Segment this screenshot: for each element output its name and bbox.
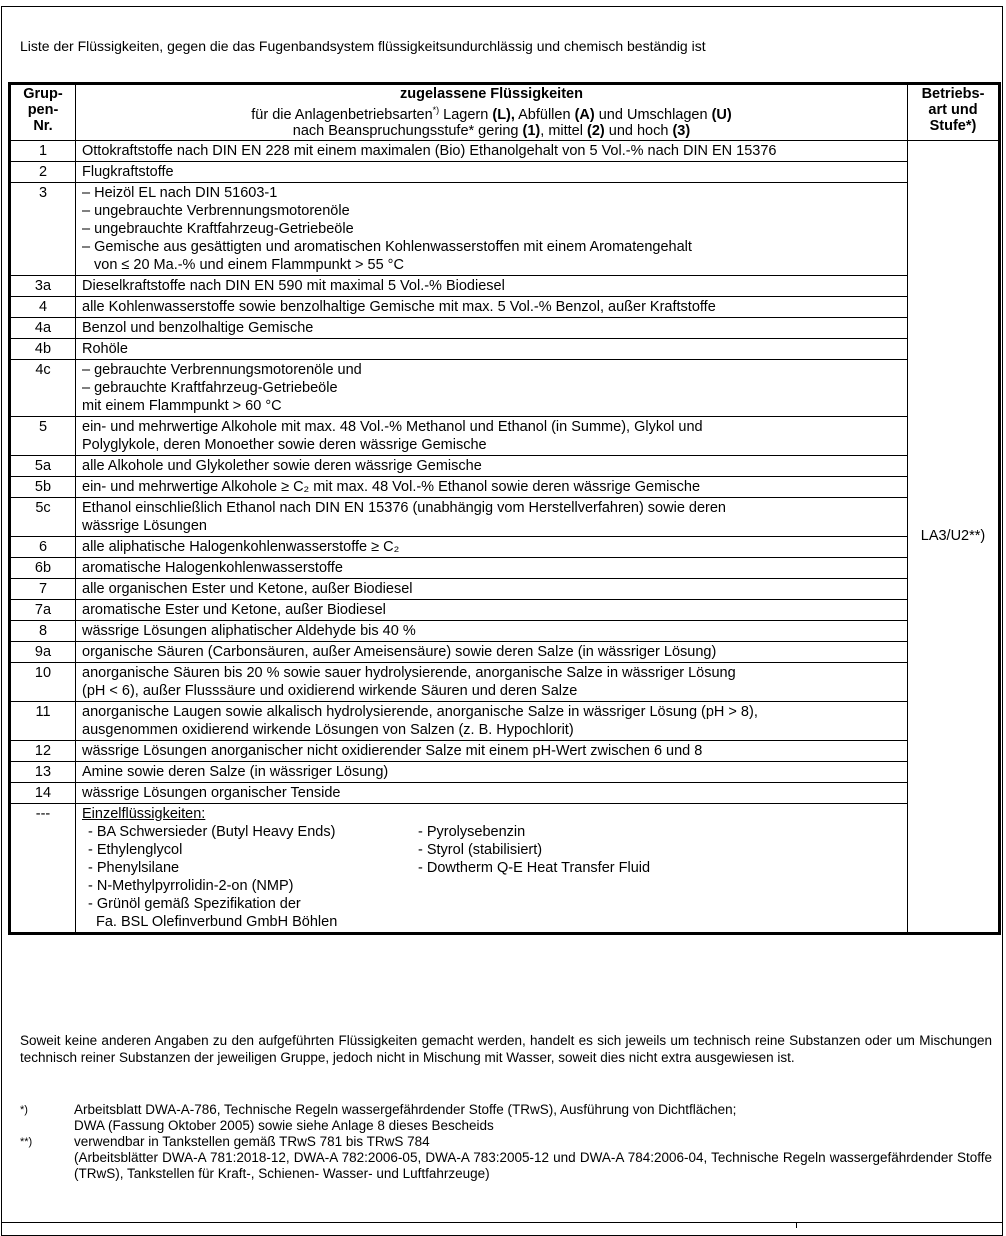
group-number: 5b: [10, 476, 76, 497]
table-row: [10, 416, 1000, 455]
group-number: 4b: [10, 338, 76, 359]
liquid-description: [76, 662, 908, 701]
table-row: [10, 701, 1000, 740]
table-row: [10, 782, 1000, 803]
header-liquids-line2: für die Anlagenbetriebsarten*) Lagern (L), Abfüllen (A) und Umschlagen (U): [251, 105, 732, 123]
description-line: alle aliphatische Halogenkohlenwasserstoffe ≥ C₂: [82, 538, 400, 555]
single-liquid-item: - Ethylenglycol: [88, 841, 183, 858]
header-operating-mode: Betriebs- art und Stufe*): [908, 84, 1000, 141]
single-liquid-item: Fa. BSL Olefinverbund GmbH Böhlen: [96, 913, 338, 930]
liquid-description: [76, 317, 908, 338]
table-row: [10, 497, 1000, 536]
group-number: 7a: [10, 599, 76, 620]
bottom-divider: [796, 1222, 797, 1228]
liquid-description: [76, 536, 908, 557]
group-number: 7: [10, 578, 76, 599]
group-number: 8: [10, 620, 76, 641]
description-line: wässrige Lösungen anorganischer nicht oxidierender Salze mit einem pH-Wert zwischen 6 und 8: [82, 742, 703, 759]
description-line: alle Alkohole und Glykolether sowie deren wässrige Gemische: [82, 457, 482, 474]
description-line: wässrige Lösungen: [82, 517, 207, 534]
group-number: 3: [10, 182, 76, 275]
description-line: – ungebrauchte Verbrennungsmotorenöle: [82, 202, 350, 219]
table-row: [10, 275, 1000, 296]
liquid-description: [76, 359, 908, 416]
liquid-description: [76, 161, 908, 182]
single-liquid-item: - N-Methylpyrrolidin-2-on (NMP): [88, 877, 294, 894]
footnote-2: [20, 1134, 992, 1182]
group-number: 5a: [10, 455, 76, 476]
description-line: (pH < 6), außer Flusssäure und oxidierend wirkende Säuren und deren Salze: [82, 682, 578, 699]
group-number: 5c: [10, 497, 76, 536]
table-row: [10, 557, 1000, 578]
liquid-description: [76, 620, 908, 641]
liquid-description: [76, 497, 908, 536]
group-number: 4: [10, 296, 76, 317]
description-line: Ethanol einschließlich Ethanol nach DIN EN 15376 (unabhängig vom Herstellverfahren) sowie deren: [82, 499, 726, 516]
table-row: [10, 455, 1000, 476]
table-row: [10, 620, 1000, 641]
liquid-description: [76, 599, 908, 620]
table-row: [10, 140, 1000, 161]
group-number: 3a: [10, 275, 76, 296]
group-number: ---: [10, 803, 76, 933]
description-line: anorganische Säuren bis 20 % sowie sauer hydrolysierende, anorganische Salze in wässriger Lösung: [82, 664, 736, 681]
single-liquid-item: - Grünöl gemäß Spezifikation der: [88, 895, 301, 912]
table-row: [10, 578, 1000, 599]
note-paragraph: Soweit keine anderen Angaben zu den aufgeführten Flüssigkeiten gemacht werden, handelt es sich jeweils um technisch reine Substanzen oder um Mischungen technisch reiner Substanzen der jeweiligen Gruppe, jedoch nicht in Mischung mit Wasser, soweit dies nicht extra ausgewiesen ist.: [20, 1033, 992, 1065]
liquids-table: [8, 82, 1001, 935]
liquid-description: [76, 455, 908, 476]
description-line: – ungebrauchte Kraftfahrzeug-Getriebeöle: [82, 220, 354, 237]
description-line: aromatische Ester und Ketone, außer Biodiesel: [82, 601, 386, 618]
description-line: Polyglykole, deren Monoether sowie deren wässrige Gemische: [82, 436, 487, 453]
footnote-1-line: DWA (Fassung Oktober 2005) sowie siehe Anlage 8 dieses Bescheids: [74, 1118, 494, 1133]
table-row: [10, 536, 1000, 557]
operating-mode-value: LA3/U2**): [908, 140, 1000, 933]
table-row: [10, 740, 1000, 761]
group-number: 6: [10, 536, 76, 557]
table-row: [10, 359, 1000, 416]
description-line: aromatische Halogenkohlenwasserstoffe: [82, 559, 343, 576]
single-liquids-cell: [76, 803, 908, 933]
liquid-description: [76, 416, 908, 455]
liquid-description: [76, 740, 908, 761]
description-line: – Heizöl EL nach DIN 51603-1: [82, 184, 278, 201]
group-number: 13: [10, 761, 76, 782]
liquid-description: [76, 641, 908, 662]
description-line: Rohöle: [82, 340, 128, 357]
liquid-description: [76, 338, 908, 359]
description-line: ein- und mehrwertige Alkohole mit max. 48 Vol.-% Methanol und Ethanol (in Summe), Glykol und: [82, 418, 703, 435]
group-number: 4a: [10, 317, 76, 338]
group-number: 9a: [10, 641, 76, 662]
description-line: Dieselkraftstoffe nach DIN EN 590 mit maximal 5 Vol.-% Biodiesel: [82, 277, 505, 294]
footnote-2-line: verwendbar in Tankstellen gemäß TRwS 781 bis TRwS 784: [74, 1134, 430, 1149]
description-line: – Gemische aus gesättigten und aromatischen Kohlenwasserstoffen mit einem Aromatengehalt: [82, 238, 692, 255]
group-number: 4c: [10, 359, 76, 416]
table-row: [10, 182, 1000, 275]
description-line: ein- und mehrwertige Alkohole ≥ C₂ mit max. 48 Vol.-% Ethanol sowie deren wässrige Gemische: [82, 478, 701, 495]
group-number: 5: [10, 416, 76, 455]
liquid-description: [76, 275, 908, 296]
bottom-rule: [1, 1222, 1003, 1223]
description-line: Amine sowie deren Salze (in wässriger Lösung): [82, 763, 389, 780]
table-row-single-liquids: [10, 803, 1000, 933]
single-liquid-item: - Pyrolysebenzin: [418, 823, 526, 840]
group-number: 11: [10, 701, 76, 740]
liquid-description: [76, 557, 908, 578]
footnote-1-line: Arbeitsblatt DWA-A-786, Technische Regeln wassergefährdender Stoffe (TRwS), Ausführung von Dichtflächen;: [74, 1102, 737, 1117]
group-number: 10: [10, 662, 76, 701]
liquid-description: [76, 578, 908, 599]
header-liquids-title: zugelassene Flüssigkeiten: [400, 86, 583, 102]
table-row: [10, 296, 1000, 317]
footnote-1: [20, 1102, 992, 1134]
table-row: [10, 761, 1000, 782]
group-number: 6b: [10, 557, 76, 578]
group-number: 14: [10, 782, 76, 803]
table-row: [10, 599, 1000, 620]
footnote-2-mark: **): [20, 1136, 33, 1148]
description-line: anorganische Laugen sowie alkalisch hydrolysierende, anorganische Salze in wässriger Lösung (pH > 8),: [82, 703, 758, 720]
description-line: mit einem Flammpunkt > 60 °C: [82, 397, 282, 414]
single-liquids-heading: Einzelflüssigkeiten:: [82, 805, 206, 822]
single-liquid-item: - Dowtherm Q-E Heat Transfer Fluid: [418, 859, 651, 876]
liquid-description: [76, 296, 908, 317]
table-row: [10, 338, 1000, 359]
description-line: alle Kohlenwasserstoffe sowie benzolhaltige Gemische mit max. 5 Vol.-% Benzol, außer Kraftstoffe: [82, 298, 716, 315]
liquid-description: [76, 476, 908, 497]
footnote-2-line: (Arbeitsblätter DWA-A 781:2018-12, DWA-A 782:2006-05, DWA-A 783:2005-12 und DWA-A 784:2006-04, Technische Regeln wassergefährdender Stoffe (TRwS), Tankstellen für Kraft-, Schienen- Wasser- und Luftfahrzeuge): [74, 1150, 992, 1181]
group-number: 2: [10, 161, 76, 182]
header-liquids: [76, 84, 908, 141]
single-liquid-item: - BA Schwersieder (Butyl Heavy Ends): [88, 823, 336, 840]
header-liquids-line3: nach Beanspruchungsstufe* gering (1), mittel (2) und hoch (3): [292, 122, 691, 139]
description-line: von ≤ 20 Ma.-% und einem Flammpunkt > 55 °C: [94, 256, 404, 273]
description-line: wässrige Lösungen aliphatischer Aldehyde bis 40 %: [82, 622, 416, 639]
table-header-row: [10, 84, 1000, 141]
liquid-description: [76, 182, 908, 275]
footnote-1-mark: *): [20, 1104, 28, 1116]
header-group-nr: Grup- pen- Nr.: [10, 84, 76, 141]
group-number: 12: [10, 740, 76, 761]
description-line: wässrige Lösungen organischer Tenside: [82, 784, 341, 801]
description-line: – gebrauchte Verbrennungsmotorenöle und: [82, 361, 362, 378]
liquid-description: [76, 782, 908, 803]
description-line: Ottokraftstoffe nach DIN EN 228 mit einem maximalen (Bio) Ethanolgehalt von 5 Vol.-% nach DIN EN 15376: [82, 142, 777, 159]
description-line: ausgenommen oxidierend wirkende Lösungen von Salzen (z. B. Hypochlorit): [82, 721, 574, 738]
single-liquid-item: - Styrol (stabilisiert): [418, 841, 543, 858]
table-row: [10, 662, 1000, 701]
description-line: organische Säuren (Carbonsäuren, außer Ameisensäure) sowie deren Salze (in wässriger Lösung): [82, 643, 717, 660]
table-row: [10, 161, 1000, 182]
group-number: 1: [10, 140, 76, 161]
liquid-description: [76, 701, 908, 740]
description-line: Benzol und benzolhaltige Gemische: [82, 319, 314, 336]
single-liquid-item: - Phenylsilane: [88, 859, 180, 876]
liquid-description: [76, 140, 908, 161]
description-line: – gebrauchte Kraftfahrzeug-Getriebeöle: [82, 379, 338, 396]
description-line: Flugkraftstoffe: [82, 163, 174, 180]
table-row: [10, 641, 1000, 662]
intro-text: Liste der Flüssigkeiten, gegen die das Fugenbandsystem flüssigkeitsundurchlässig und chemisch beständig ist: [20, 38, 706, 54]
table-row: [10, 317, 1000, 338]
liquid-description: [76, 761, 908, 782]
table-row: [10, 476, 1000, 497]
description-line: alle organischen Ester und Ketone, außer Biodiesel: [82, 580, 413, 597]
